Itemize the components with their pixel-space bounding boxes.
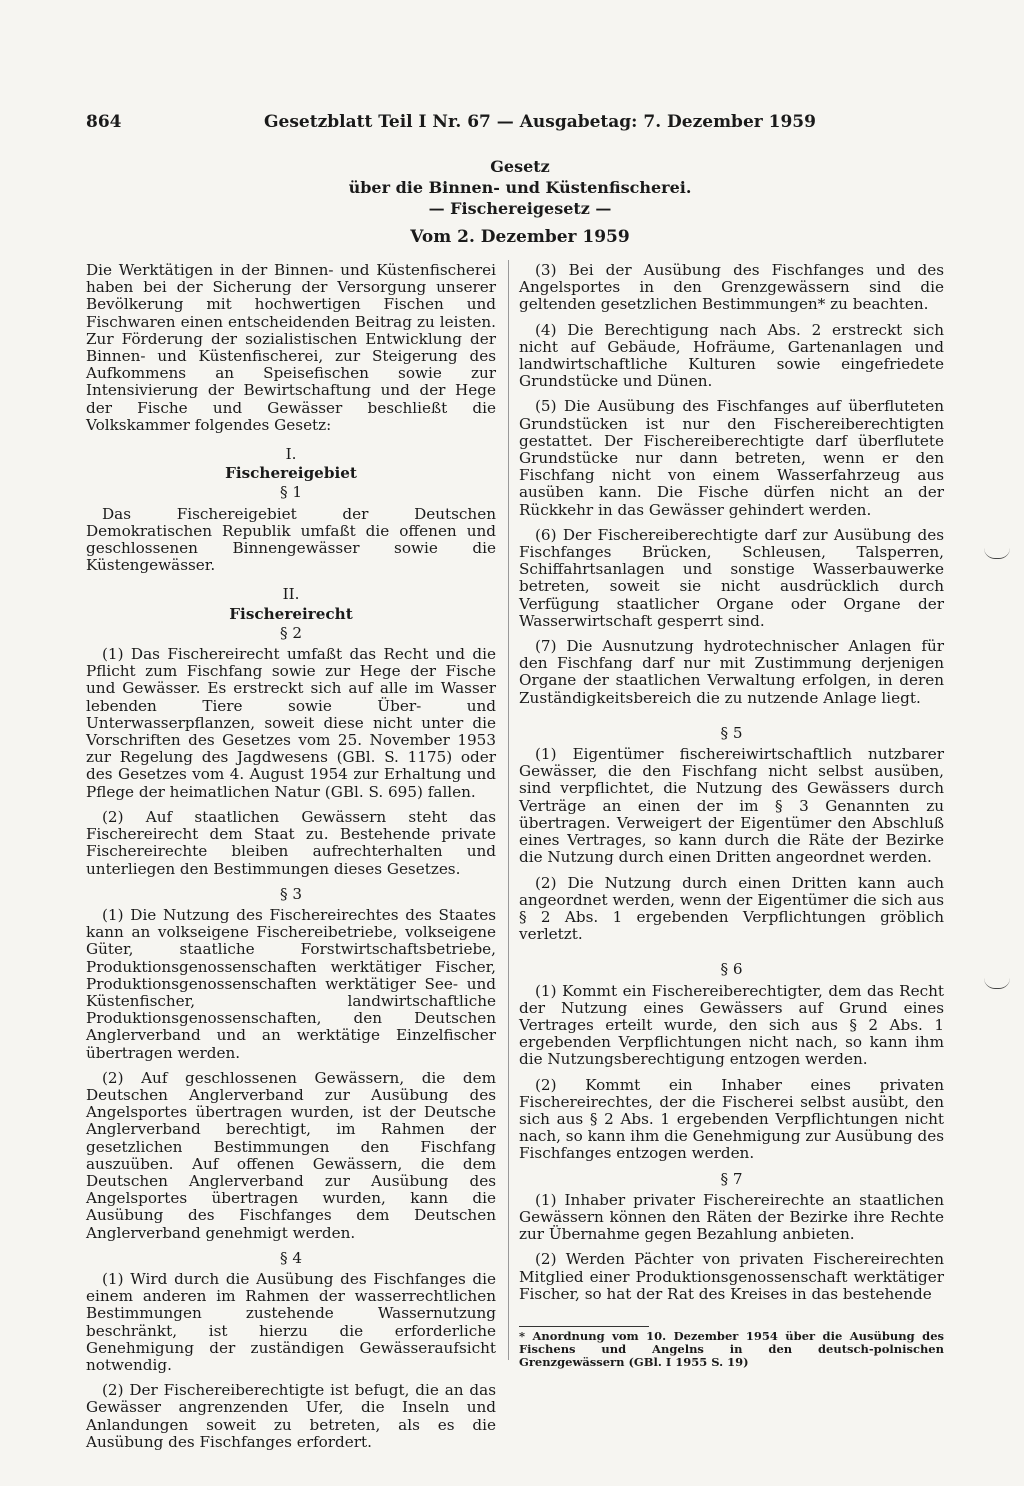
section-7-heading: § 7 (720, 1169, 743, 1188)
footnote-divider (519, 1326, 649, 1327)
chapter-2-number: II. (282, 585, 300, 604)
running-title: Gesetzblatt Teil I Nr. 67 — Ausgabetag: 7. Dezember 1959 (264, 112, 816, 132)
left-column (86, 262, 496, 1459)
section-5-para-2: (2) Die Nutzung durch einen Dritten kann auch angeordnet werden, wenn der Eigentümer die sich aus § 2 Abs. 1 ergebenden Verpflichtungen gröblich verletzt. (519, 873, 944, 944)
law-title-line1: Gesetz (490, 157, 550, 176)
chapter-1-title: Fischereigebiet (225, 464, 357, 483)
chapter-2-title: Fischereirecht (229, 604, 353, 623)
footnote: * Anordnung vom 10. Dezember 1954 über die Ausübung des Fischens und Angelns in den deutsch-polnischen Grenzgewässern (GBl. I 1955 S. 19) (519, 1329, 944, 1369)
page-number: 864 (86, 112, 122, 132)
section-4-para-6: (6) Der Fischereiberechtigte darf zur Ausübung des Fischfanges Brücken, Schleusen, Talsperren, Schiffahrtsanlagen und sonstige Wasserbauwerke betreten, soweit sie nicht ausdrücklich durch Verfügung staatlicher Organe oder Organe der Wasserwirtschaft gesperrt sind. (519, 525, 944, 630)
section-4-para-7: (7) Die Ausnutzung hydrotechnischer Anlagen für den Fischfang darf nur mit Zustimmung derjenigen Organe der staatlichen Verwaltung erfolgen, in deren Zuständigkeitsbereich die zu nutzende Anlage liegt. (519, 637, 944, 707)
section-6-para-1: (1) Kommt ein Fischereiberechtigter, dem das Recht der Nutzung eines Gewässers auf Grund eines Vertrages erteilt wurde, den sich aus § 2 Abs. 1 ergebenden Verpflichtungen nicht nach, so kann ihm die Nutzungsberechtigung entzogen werden. (519, 981, 944, 1069)
law-title-line2: über die Binnen- und Küstenfischerei. (348, 178, 692, 197)
section-5-heading: § 5 (720, 723, 743, 742)
section-2-para-2: (2) Auf staatlichen Gewässern steht das Fischereirecht dem Staat zu. Bestehende private Fischereirechte bleiben aufrechterhalten und unterliegen den Bestimmungen dieses Gesetzes. (86, 807, 496, 878)
preamble: Die Werktätigen in der Binnen- und Küstenfischerei haben bei der Sicherung der Versorgung unserer Bevölkerung mit hochwertigen Fischen und Fischwaren einen entscheidenden Beitrag zu leisten. Zur Förderung der sozialistischen Entwicklung der Binnen- und Küstenfischerei, zur Steigerung des Aufkommens an Speisefischen sowie zur Intensivierung der Bewirtschaftung und der Hege der Fische und Gewässer beschließt die Volkskammer folgendes Gesetz: (86, 261, 496, 434)
margin-binding-mark (984, 548, 1010, 559)
margin-binding-mark (984, 978, 1010, 989)
right-column (519, 262, 944, 1311)
section-4-heading: § 4 (279, 1248, 303, 1267)
section-4-para-3: (3) Bei der Ausübung des Fischfanges und des Angelsportes in den Grenzgewässern sind die geltenden gesetzlichen Bestimmungen* zu beachten. (519, 261, 944, 314)
section-3-para-1: (1) Die Nutzung des Fischereirechtes des Staates kann an volkseigene Fischereibetriebe, volkseigene Güter, staatliche Forstwirtschaftsbetriebe, Produktionsgenossenschaften werktätiger Fischer, Produktionsgenossenschaften werktätiger See- und Küstenfischer, landwirtschaftliche Produktionsgenossenschaften, den Deutschen Anglerverband und an werktätige Einzelfischer übertragen werden. (86, 905, 496, 1062)
running-header (86, 112, 948, 138)
section-3-para-2: (2) Auf geschlossenen Gewässern, die dem Deutschen Anglerverband zur Ausübung des Angelsportes übertragen wurden, ist der Deutsche Anglerverband berechtigt, im Rahmen der gesetzlichen Bestimmungen den Fischfang auszuüben. Auf offenen Gewässern, die dem Deutschen Anglerverband zur Ausübung des Angelsportes übertragen wurden, kann die Ausübung des Fischfanges dem Deutschen Anglerverband genehmigt werden. (86, 1068, 496, 1242)
law-title-short: — Fischereigesetz — (428, 199, 612, 218)
section-1-heading: § 1 (279, 483, 303, 502)
section-3-heading: § 3 (279, 884, 303, 903)
section-6-heading: § 6 (720, 960, 743, 979)
section-4-para-1: (1) Wird durch die Ausübung des Fischfanges die einem anderen im Rahmen der wasserrechtlichen Bestimmungen zustehende Wassernutzung beschränkt, ist hierzu die erforderliche Genehmigung der zuständigen Gewässeraufsicht notwendig. (86, 1269, 496, 1374)
section-7-para-1: (1) Inhaber privater Fischereirechte an staatlichen Gewässern können den Räten der Bezirke ihre Rechte zur Übernahme gegen Bezahlung anbieten. (519, 1190, 944, 1244)
section-4-para-4: (4) Die Berechtigung nach Abs. 2 erstreckt sich nicht auf Gebäude, Hofräume, Gartenanlagen und landwirtschaftliche Kulturen sowie eingefriedete Grundstücke und Dünen. (519, 320, 944, 391)
section-7-para-2: (2) Werden Pächter von privaten Fischereirechten Mitglied einer Produktionsgenossenschaft werktätiger Fischer, so hat der Rat des Kreises in das bestehende (519, 1250, 944, 1303)
section-2-para-1: (1) Das Fischereirecht umfaßt das Recht und die Pflicht zum Fischfang sowie zur Hege der Fische und Gewässer. Es erstreckt sich auf alle im Wasser lebenden Tiere sowie Über- und Unterwasserpflanzen, soweit diese nicht unter die Vorschriften des Gesetzes vom 25. November 1953 zur Regelung des Jagdwesens (GBl. S. 1175) oder des Gesetzes vom 4. August 1954 zur Erhaltung und Pflege der heimatlichen Natur (GBl. S. 695) fallen. (86, 645, 496, 801)
law-date: Vom 2. Dezember 1959 (410, 227, 630, 247)
section-4-para-5: (5) Die Ausübung des Fischfanges auf überfluteten Grundstücken ist nur den Fischereiberechtigten gestattet. Der Fischereiberechtigte darf überflutete Grundstücke nur dann betreten, wenn er den Fischfang nicht von einem Wasserfahrzeug aus ausüben kann. Die Fische dürfen nicht an der Rückkehr in das Gewässer gehindert werden. (519, 397, 944, 519)
column-divider (508, 260, 509, 1360)
section-4-para-2: (2) Der Fischereiberechtigte ist befugt, die an das Gewässer angrenzenden Ufer, die Inseln und Anlandungen soweit zu betreten, als es die Ausübung des Fischfanges erfordert. (86, 1381, 496, 1451)
chapter-1-number: I. (285, 445, 297, 464)
section-6-para-2: (2) Kommt ein Inhaber eines privaten Fischereirechtes, der die Fischerei selbst ausübt, den sich aus § 2 Abs. 1 ergebenden Verpflichtungen nicht nach, so kann ihm die Genehmigung zur Ausübung des Fischfanges entzogen werden. (519, 1075, 944, 1163)
law-title-block (250, 156, 790, 248)
section-2-heading: § 2 (279, 623, 303, 642)
section-5-para-1: (1) Eigentümer fischereiwirtschaftlich nutzbarer Gewässer, die den Fischfang nicht selbst ausüben, sind verpflichtet, die Nutzung des Gewässers durch Verträge an einen der im § 3 Genannten zu übertragen. Verweigert der Eigentümer den Abschluß eines Vertrages, so kann durch die Räte der Bezirke die Nutzung durch einen Dritten angeordnet werden. (519, 745, 944, 867)
section-1-text: Das Fischereigebiet der Deutschen Demokratischen Republik umfaßt die offenen und geschlossenen Binnengewässer sowie die Küstengewässer. (86, 504, 496, 575)
